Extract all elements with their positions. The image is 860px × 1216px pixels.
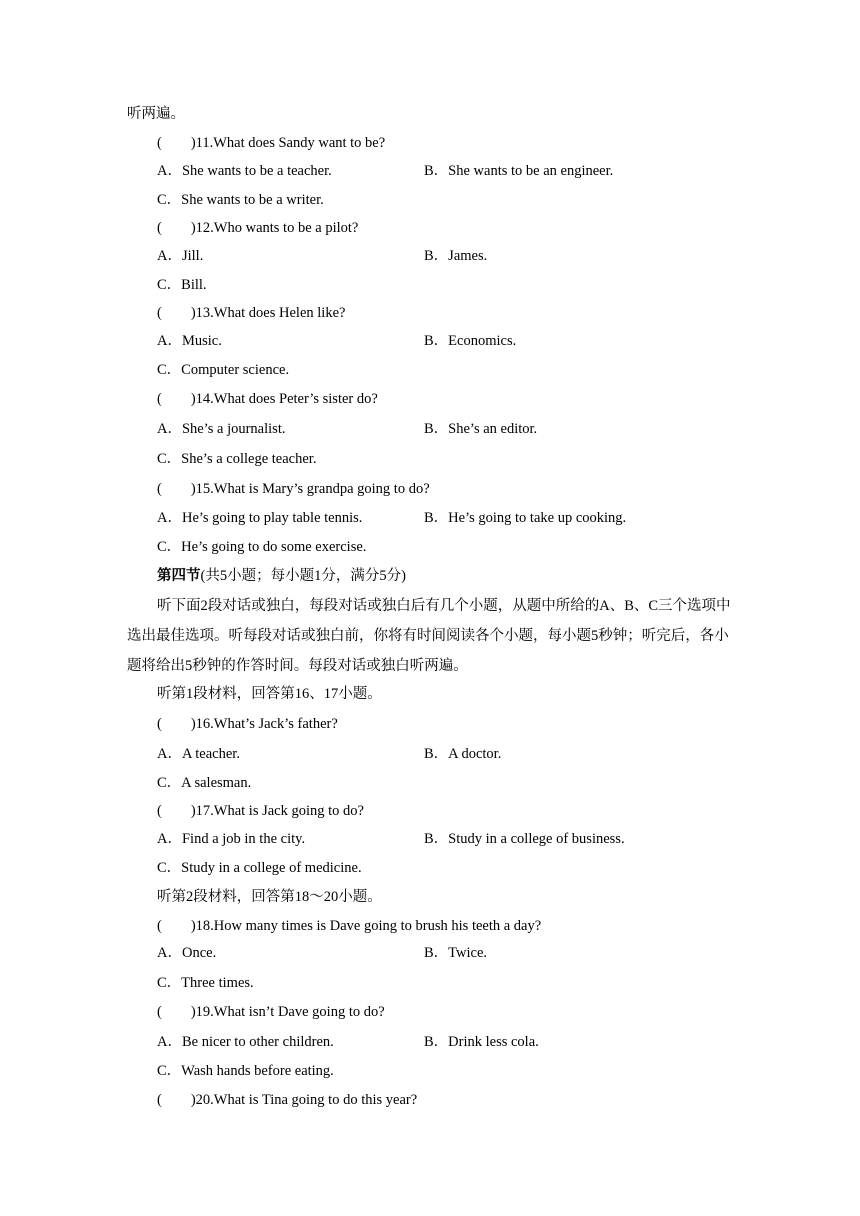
text-line: ( )20.What is Tina going to do this year? [157, 1092, 418, 1108]
text-line: C．She wants to be a writer. [157, 192, 324, 208]
text-line: ( )16.What’s Jack’s father? [157, 716, 338, 732]
text-line: 听第1段材料，回答第16、17小题。 [157, 686, 382, 702]
text-line: C．Wash hands before eating. [157, 1063, 334, 1079]
option-b: B．She’s an editor. [424, 421, 538, 437]
option-b: B．A doctor. [424, 746, 502, 762]
section4-scoring: (共5小题；每小题1分，满分5分) [200, 568, 406, 584]
text-line: ( )14.What does Peter’s sister do? [157, 391, 378, 407]
text-line: A．Music. [157, 333, 222, 349]
text-line: C．Bill. [157, 277, 207, 293]
text-line: C．He’s going to do some exercise. [157, 539, 367, 555]
text-line: A．She’s a journalist. [157, 421, 286, 437]
section4-heading [157, 567, 406, 585]
text-line: ( )19.What isn’t Dave going to do? [157, 1004, 385, 1020]
section4-instructions: 听下面2段对话或独白，每段对话或独白后有几个小题，从题中所给的A、B、C三个选项中选出最佳选项。听每段对话或独白前，你将有时间阅读各个小题，每小题5秒钟；听完后，各小题将给出5秒钟的作答时间。每段对话或独白听两遍。 [127, 598, 731, 674]
text-line: C．Three times. [157, 975, 254, 991]
text-line: ( )15.What is Mary’s grandpa going to do? [157, 481, 430, 497]
text-line: A．Be nicer to other children. [157, 1034, 334, 1050]
text-line: A．She wants to be a teacher. [157, 163, 332, 179]
option-b: B．Twice. [424, 945, 488, 961]
text-line: C．She’s a college teacher. [157, 451, 317, 467]
text-line: A．A teacher. [157, 746, 240, 762]
text-line: ( )17.What is Jack going to do? [157, 803, 364, 819]
text-line: 听两遍。 [127, 106, 185, 122]
option-b: B．James. [424, 248, 488, 264]
text-line: C．Computer science. [157, 362, 290, 378]
text-line: ( )12.Who wants to be a pilot? [157, 220, 359, 236]
section4-title: 第四节 [157, 568, 201, 584]
text-line: C．A salesman. [157, 775, 252, 791]
text-line: C．Study in a college of medicine. [157, 860, 362, 876]
text-line: ( )18.How many times is Dave going to brush his teeth a day? [157, 918, 542, 934]
text-line: 听第2段材料，回答第18～20小题。 [157, 889, 382, 905]
option-b: B．Study in a college of business. [424, 831, 625, 847]
text-line: A．He’s going to play table tennis. [157, 510, 363, 526]
text-line: ( )13.What does Helen like? [157, 305, 346, 321]
option-b: B．Economics. [424, 333, 517, 349]
text-line: A．Jill. [157, 248, 204, 264]
option-b: B．She wants to be an engineer. [424, 163, 614, 179]
text-line: A．Find a job in the city. [157, 831, 306, 847]
option-b: B．Drink less cola. [424, 1034, 539, 1050]
text-line: ( )11.What does Sandy want to be? [157, 135, 386, 151]
option-b: B．He’s going to take up cooking. [424, 510, 627, 526]
text-line: A．Once. [157, 945, 217, 961]
